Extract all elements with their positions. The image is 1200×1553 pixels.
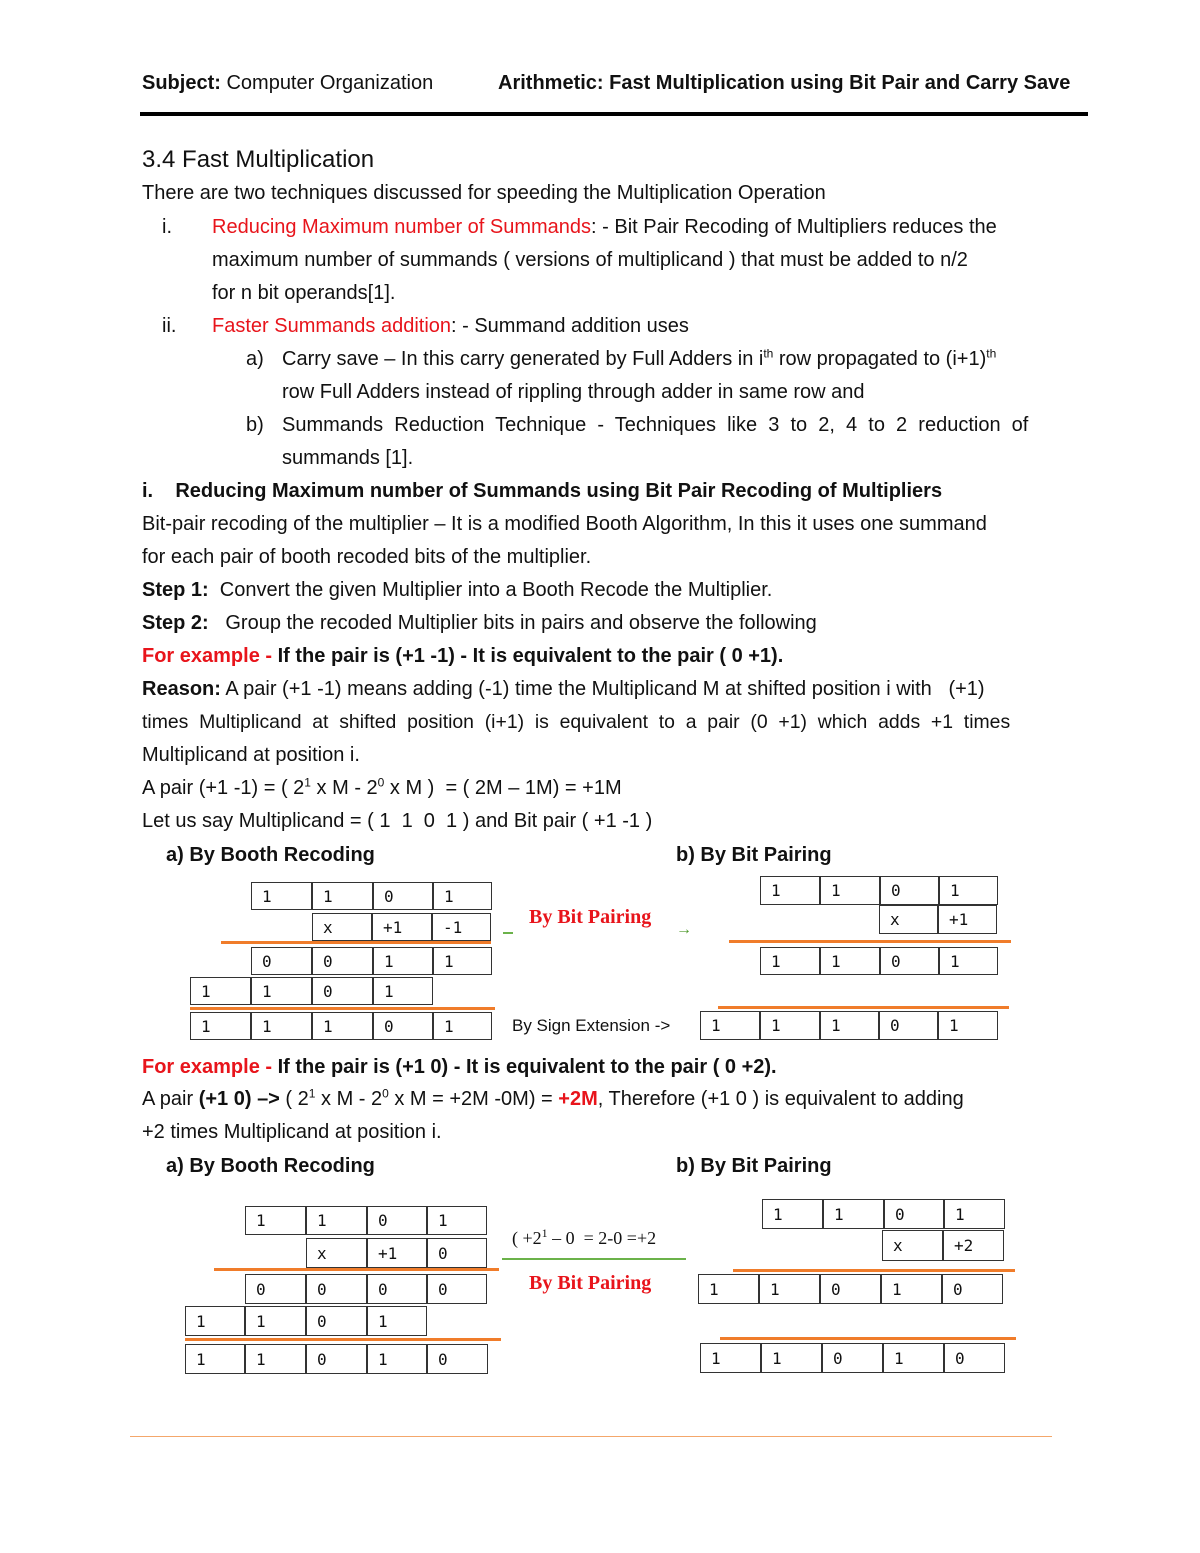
cell: 1 [820,947,880,975]
fig1-right-row3 [760,947,998,975]
fig2-left-sum-line2 [185,1338,501,1341]
cell: 1 [306,1206,367,1235]
cell: +1 [938,905,997,934]
fig2-right-sum-line2 [720,1337,1016,1340]
cell: 0 [245,1274,306,1304]
cell: 0 [306,1274,367,1304]
cell: 0 [373,882,433,910]
item-i-marker: i. [162,216,172,238]
cell: x [306,1238,367,1268]
cell: 1 [700,1011,760,1040]
cell: 1 [185,1306,245,1336]
pair-eq-sup1: 1 [304,775,311,790]
fig1-left-sum-line2 [190,1007,495,1010]
para1-line1: Bit-pair recoding of the multiplier – It is a modified Booth Algorithm, In this it uses one summand [142,513,987,535]
pair-eq-sup2: 0 [377,775,385,790]
cell: 0 [312,947,373,975]
fig2-bit-pairing-label: By Bit Pairing [529,1272,652,1294]
item-i-rest: : - Bit Pair Recoding of Multipliers reduces the [591,216,997,238]
fig2-left-row5 [185,1344,488,1374]
subject-value: Computer Organization [220,72,434,94]
pair-eq-c: x M ) = ( 2M – 1M) = +1M [384,777,622,799]
cell: 0 [306,1306,367,1336]
cell: 1 [698,1274,759,1304]
reason-line2: times Multiplicand at shifted position (i+1) is equivalent to a pair (0 +1) which adds +1 times [142,711,1011,733]
pair-eq-b: x M - 2 [310,777,378,799]
item-ii-rest: : - Summand addition uses [451,315,689,337]
fig2-heading-a: a) By Booth Recoding [166,1155,375,1177]
cell: 0 [427,1238,487,1268]
cell: 1 [761,1343,822,1373]
cell: 1 [312,882,373,910]
sub-a-line1 [282,348,996,371]
reason-line3: Multiplicand at position i. [142,744,360,766]
section-title: 3.4 Fast Multiplication [142,146,375,173]
fig1-right-sum-line2 [718,1006,1009,1009]
cell: 1 [881,1274,942,1304]
cell: 1 [820,876,880,905]
fig2-left-row4 [185,1306,427,1336]
header-topic: Arithmetic: Fast Multiplication using Bit Pair and Carry Save [498,72,1071,94]
cell: 1 [760,876,820,905]
cell: 0 [312,977,373,1005]
fig2-green-line [502,1258,686,1260]
example1-label: For example - [142,645,278,667]
pair2-bold: (+1 0) –> [198,1088,286,1110]
fig1-left-row3 [251,947,492,975]
pair2-e: x M = +2M -0M) = [388,1088,559,1110]
pair-eq-a: A pair (+1 -1) = ( 2 [142,777,305,799]
cell: 0 [373,1012,433,1040]
example2 [142,1056,777,1079]
pair2-f: , Therefore (+1 0 ) is equivalent to adding [597,1088,964,1110]
step2-text: Group the recoded Multiplier bits in pairs and observe the following [208,612,817,634]
cell: 0 [884,1199,944,1229]
cell: 1 [190,977,251,1005]
item-i-red: Reducing Maximum number of Summands [212,216,592,238]
reason-label: Reason: [142,678,221,700]
cell: 1 [433,1012,492,1040]
cell: 0 [820,1274,881,1304]
step1 [142,579,772,602]
fig2-right-row4 [700,1343,1005,1373]
sub-a-sup1: th [763,346,774,361]
fig2-left-row1 [245,1206,487,1235]
cell: 1 [190,1012,251,1040]
pair2-sup1: 1 [308,1086,316,1101]
cell: 1 [823,1199,884,1229]
cell: 1 [251,882,312,910]
sub-b-line2: summands [1]. [282,447,414,469]
heading-bit-pair: i. Reducing Maximum number of Summands using Bit Pair Recoding of Multipliers [142,480,943,502]
cell: 1 [762,1199,823,1229]
cell: 1 [251,977,312,1005]
fig1-left-row1 [251,882,492,910]
item-i-line1 [212,216,997,239]
item-ii-marker: ii. [162,315,177,337]
let-us-say: Let us say Multiplicand = ( 1 1 0 1 ) and Bit pair ( +1 -1 ) [142,810,653,832]
fig2-right-row1 [762,1199,1005,1229]
cell: +1 [372,913,432,941]
sub-a-text-a: Carry save – In this carry generated by Full Adders in i [282,348,764,370]
cell: 1 [245,1306,306,1336]
cell: +1 [367,1238,427,1268]
cell: 1 [427,1206,487,1235]
step2 [142,612,817,635]
header-rule [140,112,1088,116]
example1-text: If the pair is (+1 -1) - It is equivalent to the pair ( 0 +1). [277,645,784,667]
sub-a-text-b: row propagated to (i+1) [773,348,987,370]
cell: 0 [251,947,312,975]
fig2-formula-sup: 1 [541,1226,548,1240]
step2-label: Step 2: [142,612,209,634]
fig1-left-row4 [190,977,433,1005]
header-subject [142,72,433,95]
sub-b-marker: b) [246,414,264,436]
cell: +2 [943,1230,1004,1261]
fig1-left-sum-line1 [221,941,491,944]
cell: 1 [367,1344,427,1374]
para1-line2: for each pair of booth recoded bits of the multiplier. [142,546,592,568]
cell: 0 [427,1274,487,1304]
pair2-d: x M - 2 [315,1088,383,1110]
fig1-right-row4 [700,1011,998,1040]
cell: 0 [367,1274,427,1304]
fig1-right-row2 [879,905,997,934]
fig2-left-row2 [306,1238,487,1268]
cell: 1 [883,1343,944,1373]
fig2-formula [512,1228,656,1249]
item-i-line2: maximum number of summands ( versions of multiplicand ) that must be added to n/2 [212,249,968,271]
intro-text: There are two techniques discussed for speeding the Multiplication Operation [142,182,826,204]
pair2-red: +2M [558,1088,598,1110]
subject-label: Subject: [142,72,221,94]
footer-rule [130,1436,1052,1437]
cell: x [879,905,938,934]
example2-label: For example - [142,1056,278,1078]
cell: 0 [367,1206,427,1235]
cell: 0 [944,1343,1005,1373]
sub-a-line2: row Full Adders instead of rippling through adder in same row and [282,381,865,403]
pair2-line1 [142,1088,1060,1111]
cell: 1 [433,882,492,910]
cell: 1 [760,947,820,975]
fig1-bit-pairing-label: By Bit Pairing [529,906,652,928]
step1-label: Step 1: [142,579,209,601]
cell: 0 [427,1344,488,1374]
sub-a-sup2: th [986,346,997,361]
pair-equation [142,777,622,800]
reason-line1 [142,678,985,701]
cell: 1 [820,1011,879,1040]
cell: 1 [373,977,433,1005]
fig1-left-row2 [312,913,491,941]
cell: 1 [433,947,492,975]
cell: 1 [938,1011,998,1040]
cell: -1 [432,913,491,941]
fig2-right-row3 [698,1274,1003,1304]
fig1-arrow-stub [503,932,513,934]
cell: 1 [312,1012,373,1040]
cell: 1 [245,1206,306,1235]
cell: 0 [879,1011,938,1040]
fig1-heading-b: b) By Bit Pairing [676,844,832,866]
fig1-sign-extension: By Sign Extension -> [512,1016,671,1035]
item-ii-line [212,315,689,338]
sub-b-line1: Summands Reduction Technique - Techniques like 3 to 2, 4 to 2 reduction of [282,414,1029,436]
cell: 1 [939,876,998,905]
fig1-heading-a: a) By Booth Recoding [166,844,375,866]
cell: 1 [944,1199,1005,1229]
fig1-right-sum-line1 [729,940,1011,943]
cell: 1 [251,1012,312,1040]
fig1-right-row1 [760,876,998,905]
pair2-a: A pair [142,1088,199,1110]
reason-text1: A pair (+1 -1) means adding (-1) time the Multiplicand M at shifted position i with (+1) [220,678,985,700]
cell: x [312,913,372,941]
cell: 1 [373,947,433,975]
cell: 1 [245,1344,306,1374]
step1-text: Convert the given Multiplier into a Booth Recode the Multiplier. [208,579,773,601]
cell: 0 [306,1344,367,1374]
fig2-formula-b: – 0 = 2-0 =+2 [547,1228,657,1248]
item-i-line3: for n bit operands[1]. [212,282,396,304]
sub-a-marker: a) [246,348,264,370]
fig2-left-row3 [245,1274,487,1304]
cell: 1 [700,1343,761,1373]
example2-text: If the pair is (+1 0) - It is equivalent to the pair ( 0 +2). [277,1056,777,1078]
cell: 1 [367,1306,427,1336]
cell: 0 [942,1274,1003,1304]
item-ii-red: Faster Summands addition [212,315,452,337]
fig1-left-row5 [190,1012,492,1040]
fig2-heading-b: b) By Bit Pairing [676,1155,832,1177]
pair2-line2: +2 times Multiplicand at position i. [142,1121,442,1143]
fig2-formula-a: ( +2 [512,1228,542,1248]
cell: 1 [939,947,998,975]
fig2-right-sum-line1 [733,1269,1015,1272]
cell: 0 [822,1343,883,1373]
example1 [142,645,783,668]
cell: 1 [185,1344,245,1374]
item-i-line1-row [212,216,997,239]
fig2-right-row2 [882,1230,1004,1261]
cell: 0 [880,947,939,975]
cell: 1 [759,1274,820,1304]
fig1-arrow-icon: → [676,921,692,938]
fig2-left-sum-line1 [214,1268,499,1271]
cell: 0 [880,876,939,905]
pair2-c: ( 2 [285,1088,309,1110]
cell: x [882,1230,943,1261]
pair2-sup2: 0 [382,1086,389,1101]
cell: 1 [760,1011,820,1040]
